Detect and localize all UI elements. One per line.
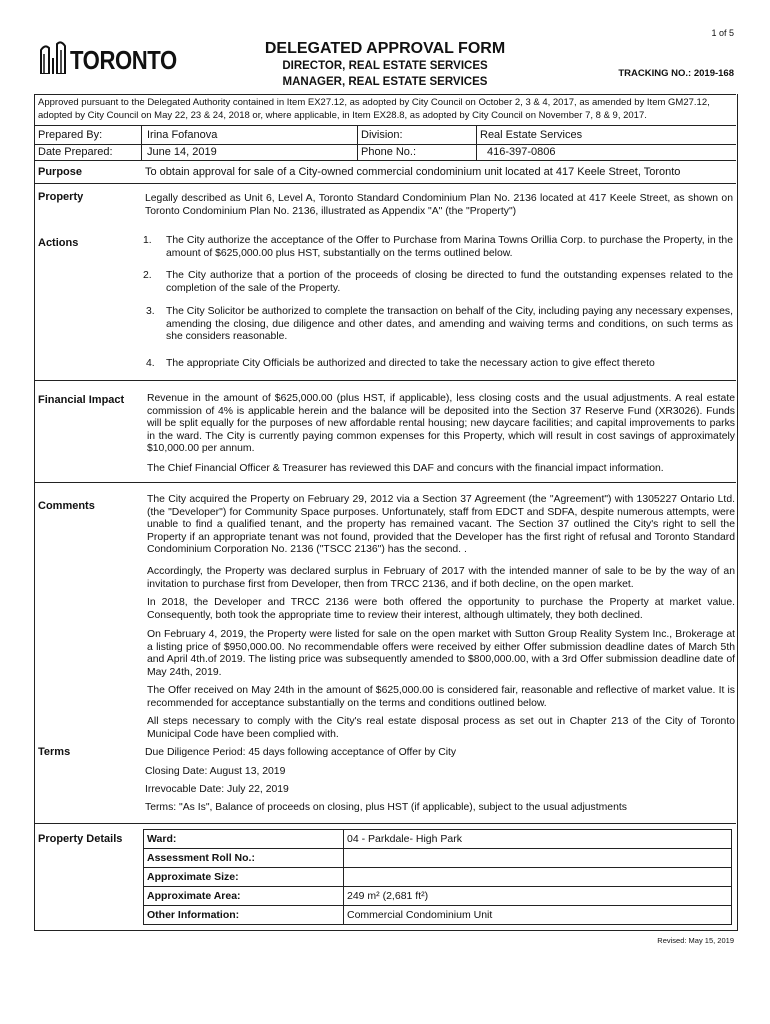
term-line: Irrevocable Date: July 22, 2019 <box>145 784 289 795</box>
property-details-table <box>143 829 732 925</box>
table-row <box>144 830 732 849</box>
divider <box>34 823 736 824</box>
term-line: Closing Date: August 13, 2019 <box>145 766 286 777</box>
table-row <box>144 887 732 906</box>
form-subtitle-director: DIRECTOR, REAL ESTATE SERVICES <box>282 60 488 72</box>
revised-date: Revised: May 15, 2019 <box>657 936 734 945</box>
assessment-roll-value <box>344 849 732 868</box>
date-prepared-value: June 14, 2019 <box>147 146 217 158</box>
property-label: Property <box>38 191 84 203</box>
actions-label: Actions <box>38 237 79 249</box>
divider <box>34 125 736 126</box>
property-text: Legally described as Unit 6, Level A, Toronto Standard Condominium Plan No. 2136 located at 417 Keele Street, as shown on Toronto Condominium Plan No. 2136, illustrated as Appendix "A" (the "Property") <box>145 193 733 217</box>
financial-impact-label: Financial Impact <box>38 394 125 406</box>
phone-label: Phone No.: <box>361 146 417 158</box>
table-row <box>144 868 732 887</box>
approximate-size-value <box>344 868 732 887</box>
action-text: The City Solicitor be authorized to complete the transaction on behalf of the City, including paying any necessary expenses, amending the closing, due diligence and other dates, and amending and waiving terms and conditions, on such terms as she considers reasonable. <box>166 306 733 343</box>
divider <box>34 380 736 381</box>
terms-label: Terms <box>38 746 71 758</box>
ward-label: Ward: <box>144 830 344 849</box>
table-row <box>144 849 732 868</box>
action-text: The City authorize that a portion of the proceeds of closing be directed to fund the outstanding expenses related to the completion of the sale of the Property. <box>166 270 733 294</box>
divider <box>141 125 142 160</box>
term-line: Terms: "As Is", Balance of proceeds on closing, plus HST (if applicable), subject to the usual adjustments <box>145 802 627 813</box>
property-details-label: Property Details <box>38 833 123 845</box>
phone-value: 416-397-0806 <box>487 146 556 158</box>
date-prepared-label: Date Prepared: <box>38 146 113 158</box>
divider <box>357 125 358 160</box>
table-row <box>144 906 732 925</box>
divider <box>476 125 477 160</box>
comment-paragraph: All steps necessary to comply with the City's real estate disposal process as set out in Chapter 213 of the City of Toronto Municipal Code have been complied with. <box>147 716 735 740</box>
divider <box>34 482 736 483</box>
form-subtitle-manager: MANAGER, REAL ESTATE SERVICES <box>282 76 488 88</box>
comment-paragraph: The City acquired the Property on February 29, 2012 via a Section 37 Agreement (the "Agreement") with 1305227 Ontario Ltd. (the "Developer") for Community Space purposes. Unfortunately, staff from EDCT and SDFA, despite numerous attempts, were unable to find a qualified tenant, and the property has remained vacant. The Section 37 outlined the City's right to sell the Property if an appropriate tenant was not found, provided that the Developer has the first right of refusal and Toronto Standard Condominium Corporation No. 2136 ("TSCC 2136") has the second. . <box>147 494 735 556</box>
approximate-size-label: Approximate Size: <box>144 868 344 887</box>
ward-value: 04 - Parkdale- High Park <box>344 830 732 849</box>
other-information-value: Commercial Condominium Unit <box>344 906 732 925</box>
division-label: Division: <box>361 129 403 141</box>
page-indicator: 1 of 5 <box>711 28 734 38</box>
prepared-by-value: Irina Fofanova <box>147 129 218 141</box>
assessment-roll-label: Assessment Roll No.: <box>144 849 344 868</box>
action-text: The appropriate City Officials be authorized and directed to take the necessary action to give effect thereto <box>166 358 655 369</box>
action-text: The City authorize the acceptance of the Offer to Purchase from Marina Towns Orillia Corp. to purchase the Property, in the amount of $625,000.00 plus HST, substantially on the terms outlined below. <box>166 235 733 259</box>
action-number: 4. <box>146 358 155 369</box>
comment-paragraph: The Offer received on May 24th in the amount of $625,000.00 is considered fair, reasonable and reflective of market value. It is recommended for acceptance substantially on the terms and conditions outlined below. <box>147 685 735 709</box>
divider <box>34 144 736 145</box>
financial-review-text: The Chief Financial Officer & Treasurer has reviewed this DAF and concurs with the financial impact information. <box>147 463 664 474</box>
divider <box>34 160 736 161</box>
purpose-label: Purpose <box>38 166 83 178</box>
prepared-by-label: Prepared By: <box>38 129 103 141</box>
action-number: 3. <box>146 306 155 317</box>
comments-label: Comments <box>38 500 95 512</box>
action-number: 1. <box>143 235 152 246</box>
divider <box>34 183 736 184</box>
comment-paragraph: On February 4, 2019, the Property were listed for sale on the open market with Sutton Group Reality System Inc., Brokerage at a listing price of $950,000.00. No recommendable offers were received by either Offer submission deadline dates of March 5th and April 4th.of 2019. The listing price was subsequently amended to $800,000.00, with a 3rd Offer submission deadline date of May 24th, 2019. <box>147 629 735 678</box>
approximate-area-value: 249 m² (2,681 ft²) <box>344 887 732 906</box>
logo-wordmark: TORONTO <box>70 45 177 75</box>
comment-paragraph: Accordingly, the Property was declared surplus in February of 2017 with the intended manner of sale to be by the way of an invitation to purchase first from Developer, then from TRCC 2136, and if both decline, on the open market. <box>147 566 735 590</box>
purpose-text: To obtain approval for sale of a City-owned commercial condominium unit located at 417 Keele Street, Toronto <box>145 166 681 178</box>
comment-paragraph: In 2018, the Developer and TRCC 2136 were both offered the opportunity to purchase the Property at market value. Consequently, both took the appropriate time to review their interest, although ultimately, they both declined. <box>147 597 735 621</box>
term-line: Due Diligence Period: 45 days following acceptance of Offer by City <box>145 747 457 758</box>
approximate-area-label: Approximate Area: <box>144 887 344 906</box>
header-rule <box>34 94 736 95</box>
financial-impact-text: Revenue in the amount of $625,000.00 (plus HST, if applicable), less closing costs and the usual adjustments. A real estate commission of 4% is applicable herein and the balance will be deposited into the Section 37 Reserve Fund (XR3026). Funds will be split equally for the purposes of new affordable rental housing; new daycare facilities; and capital improvements to parks in the ward. The City is currently paying common expenses for this Property, which will result in cost savings of approximately $10,000.00 per annum. <box>147 393 735 455</box>
other-information-label: Other Information: <box>144 906 344 925</box>
authority-statement: Approved pursuant to the Delegated Authority contained in Item EX27.12, as adopted by City Council on October 2, 3 & 4, 2017, as amended by Item GM27.12, adopted by City Council on May 22, 23 & 24, 2018 or, where applicable, in Item EX28.8, as adopted by City Council on November 7, 8 & 9, 2017. <box>38 97 710 121</box>
action-number: 2. <box>143 270 152 281</box>
division-value: Real Estate Services <box>480 129 583 141</box>
tracking-number: TRACKING NO.: 2019-168 <box>618 68 734 79</box>
form-title: DELEGATED APPROVAL FORM <box>264 40 506 57</box>
